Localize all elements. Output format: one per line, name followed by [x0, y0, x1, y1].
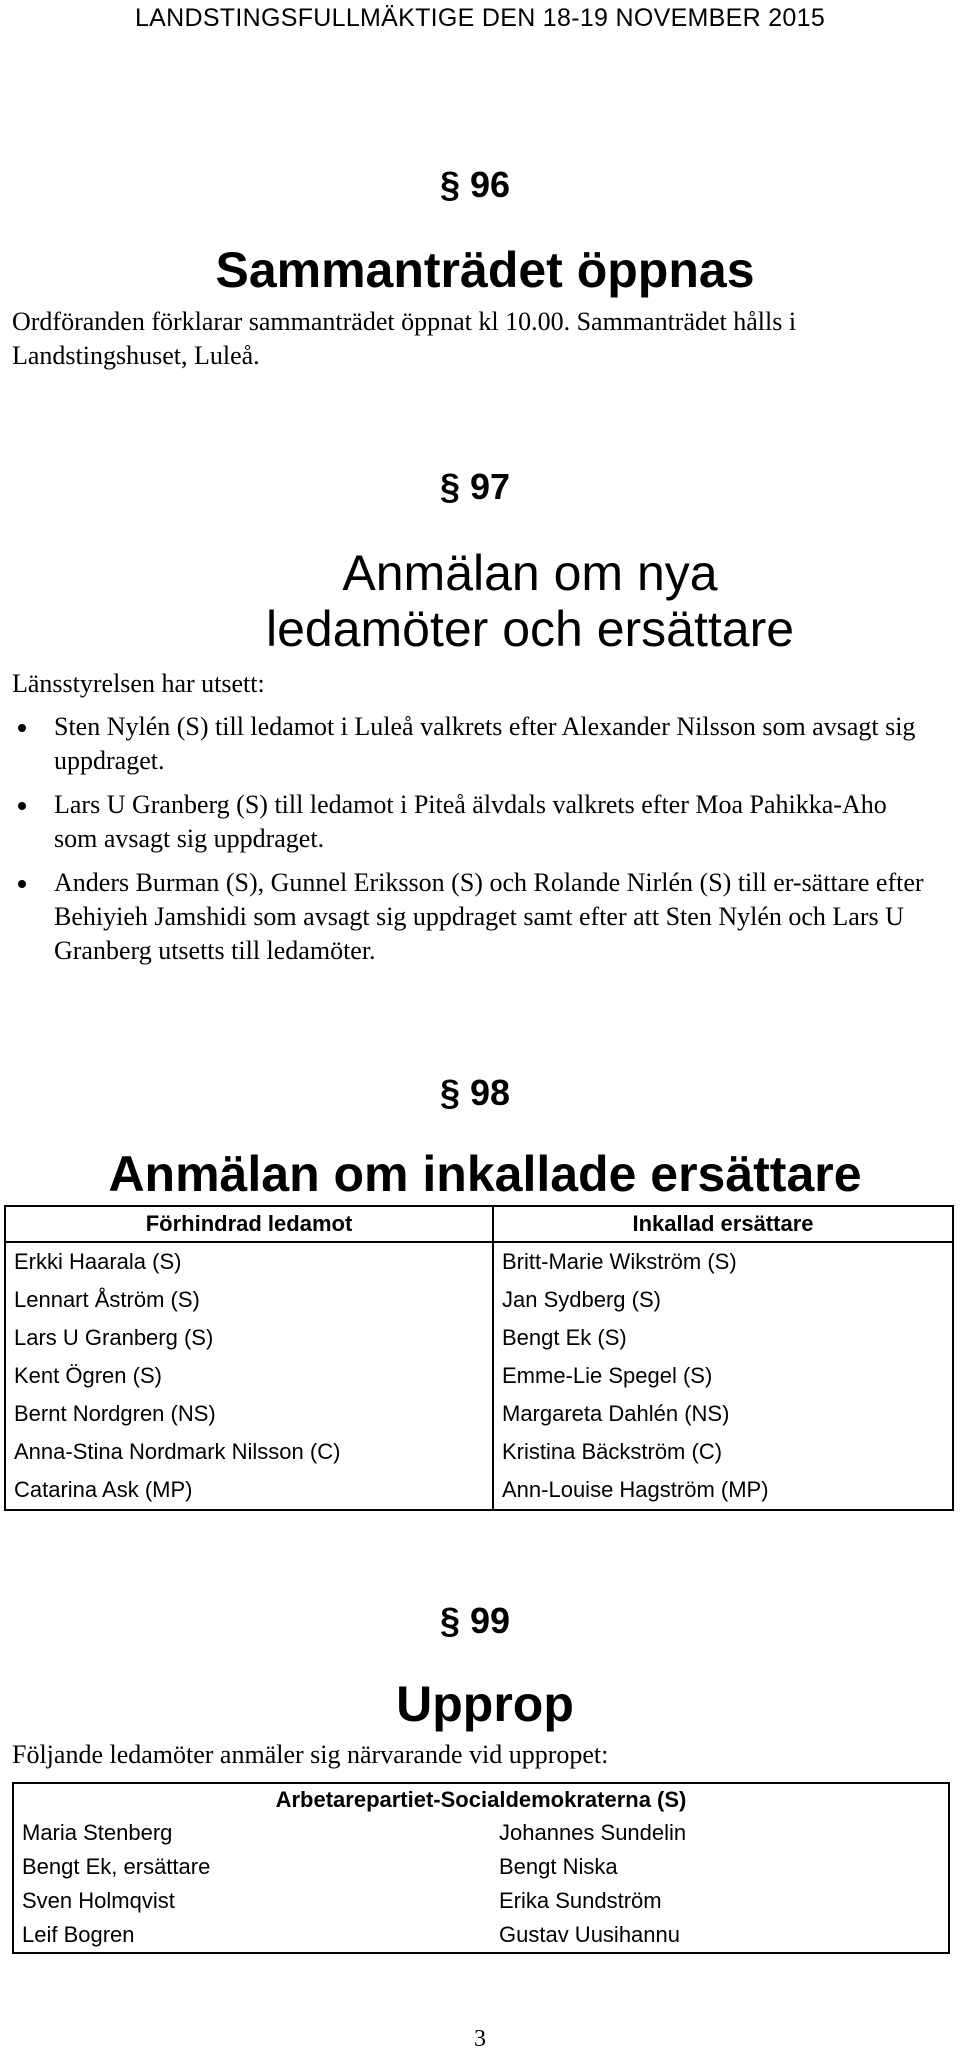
section-96-text: Ordföranden förklarar sammanträdet öppnat kl 10.00. Sammanträdet hålls i Landstingshuset, Luleå.: [12, 307, 797, 370]
bullet-dot-icon: [18, 724, 26, 732]
section-99-intro: Följande ledamöter anmäler sig närvarande vid uppropet:: [12, 1740, 609, 1769]
table-row: [5, 1433, 953, 1471]
section-97-bullet-list: [12, 710, 932, 978]
table-row: [5, 1242, 953, 1281]
bullet-dot-icon: [18, 802, 26, 810]
substitutes-table: [4, 1205, 954, 1511]
absent-member-cell: Anna-Stina Nordmark Nilsson (C): [14, 1439, 341, 1464]
bullet-dot-icon: [18, 880, 26, 888]
absent-member-cell: Catarina Ask (MP): [14, 1477, 193, 1502]
absent-member-cell: Lennart Åström (S): [14, 1287, 200, 1312]
table-row: [13, 1816, 949, 1850]
member-name-cell: Bengt Niska: [499, 1854, 618, 1879]
table-row: [5, 1281, 953, 1319]
bullet-item: [12, 710, 932, 778]
section-99-number: § 99: [440, 1600, 511, 1641]
absent-member-cell: Erkki Haarala (S): [14, 1249, 182, 1274]
member-name-cell: Leif Bogren: [22, 1922, 135, 1947]
section-97-intro: Länsstyrelsen har utsett:: [12, 669, 265, 698]
section-98-number: § 98: [440, 1072, 511, 1113]
column-header-absent-member: Förhindrad ledamot: [5, 1206, 493, 1242]
section-97-number: § 97: [440, 466, 511, 507]
page-number: 3: [474, 2026, 486, 2052]
member-name-cell: Erika Sundström: [499, 1888, 662, 1913]
table-row: [5, 1357, 953, 1395]
page-header: LANDSTINGSFULLMÄKTIGE DEN 18-19 NOVEMBER 2015: [134, 4, 826, 32]
absent-member-cell: Lars U Granberg (S): [14, 1325, 214, 1350]
bullet-text: Lars U Granberg (S) till ledamot i Piteå älvdals valkrets efter Moa Pahikka-Aho som avsagt sig uppdraget.: [54, 790, 887, 853]
member-name-cell: Maria Stenberg: [22, 1820, 173, 1845]
substitute-cell: Margareta Dahlén (NS): [493, 1395, 953, 1433]
attendance-table: [12, 1782, 950, 1954]
section-99-title: Upprop: [396, 1676, 574, 1732]
absent-member-cell: Kent Ögren (S): [14, 1363, 162, 1388]
table-row: [5, 1471, 953, 1510]
bullet-item: [12, 866, 932, 968]
table-row: [13, 1918, 949, 1953]
bullet-text: Anders Burman (S), Gunnel Eriksson (S) och Rolande Nirlén (S) till er-sättare efter Behiyieh Jamshidi som avsagt sig uppdraget samt efter att Sten Nylén och Lars U Granberg utsetts till ledamöter.: [54, 868, 924, 965]
table-row: [5, 1395, 953, 1433]
substitute-cell: Kristina Bäckström (C): [493, 1433, 953, 1471]
section-98-title: Anmälan om inkallade ersättare: [108, 1146, 862, 1202]
bullet-text: Sten Nylén (S) till ledamot i Luleå valkrets efter Alexander Nilsson som avsagt sig uppdraget.: [54, 712, 916, 775]
substitute-cell: Ann-Louise Hagström (MP): [493, 1471, 953, 1510]
section-96-number: § 96: [440, 164, 511, 205]
substitute-cell: Emme-Lie Spegel (S): [493, 1357, 953, 1395]
section-96-title: Sammanträdet öppnas: [215, 242, 755, 298]
column-header-substitute: Inkallad ersättare: [493, 1206, 953, 1242]
substitute-cell: Jan Sydberg (S): [493, 1281, 953, 1319]
table-header-row: [13, 1783, 949, 1816]
member-name-cell: Gustav Uusihannu: [499, 1922, 680, 1947]
section-97-title-line2: ledamöter och ersättare: [265, 601, 795, 657]
party-name-header: Arbetarepartiet-Socialdemokraterna (S): [275, 1787, 687, 1812]
table-row: [13, 1850, 949, 1884]
member-name-cell: Bengt Ek, ersättare: [22, 1854, 211, 1879]
member-name-cell: Johannes Sundelin: [499, 1820, 687, 1845]
substitute-cell: Britt-Marie Wikström (S): [493, 1242, 953, 1281]
absent-member-cell: Bernt Nordgren (NS): [14, 1401, 216, 1426]
substitute-cell: Bengt Ek (S): [493, 1319, 953, 1357]
table-row: [5, 1319, 953, 1357]
member-name-cell: Sven Holmqvist: [22, 1888, 175, 1913]
table-row: [13, 1884, 949, 1918]
table-header-row: [5, 1206, 953, 1242]
section-97-title-line1: Anmälan om nya: [342, 545, 718, 601]
bullet-item: [12, 788, 932, 856]
